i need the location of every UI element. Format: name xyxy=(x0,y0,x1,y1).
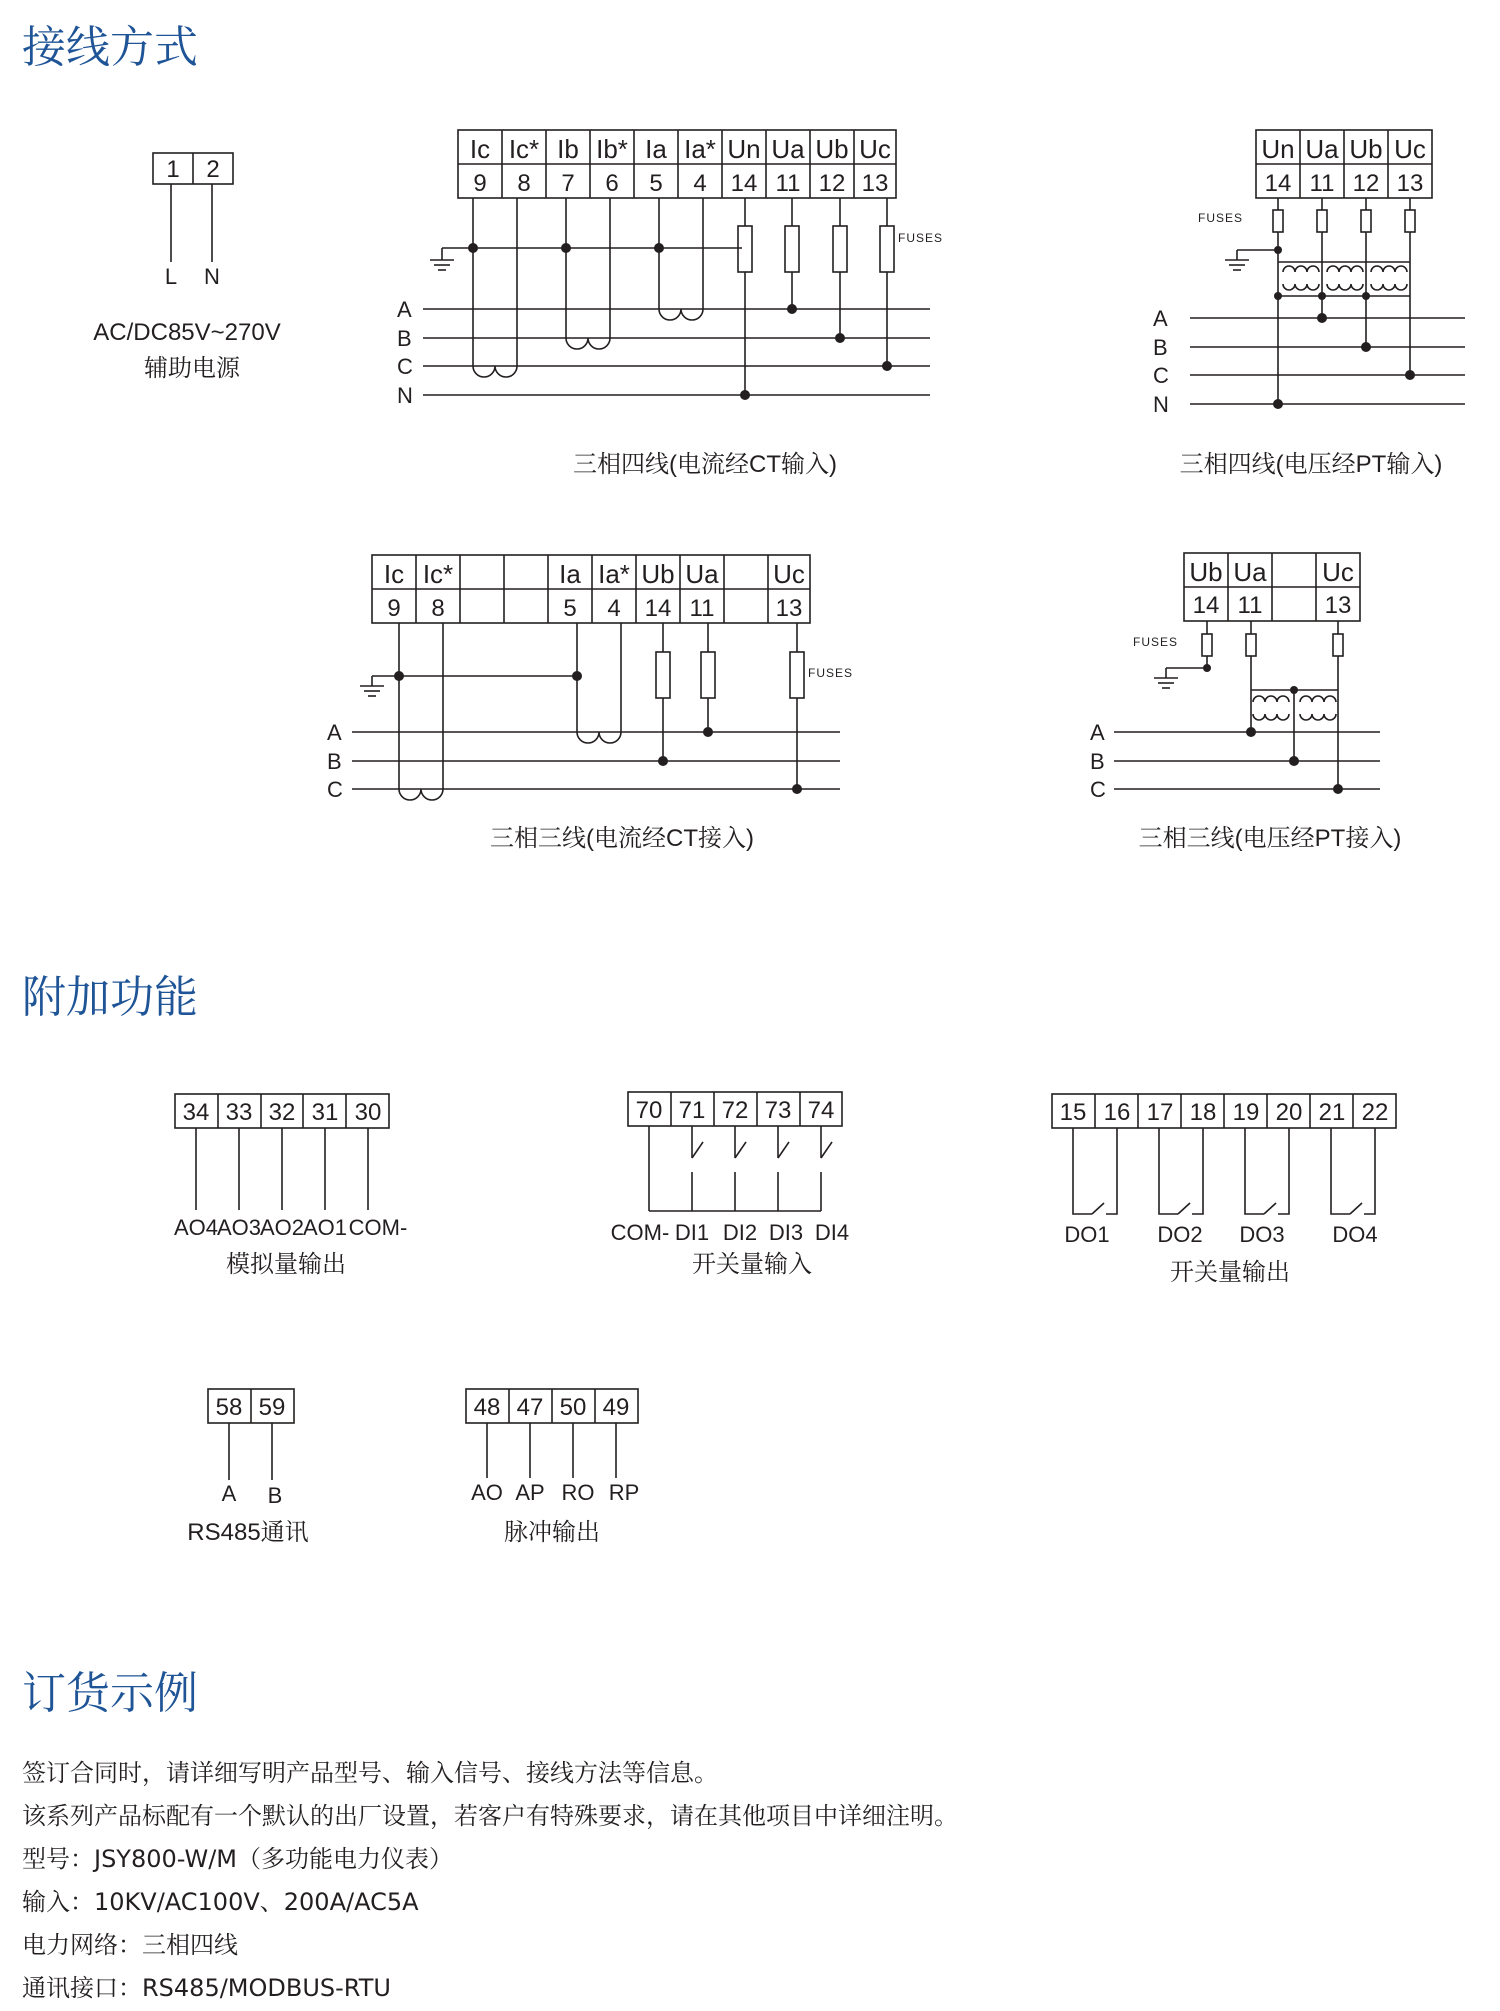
pulse-label: RP xyxy=(608,1480,640,1505)
di-terminal: 71 xyxy=(678,1097,706,1124)
ct3-number: 11 xyxy=(689,595,715,622)
pt4-header: Uc xyxy=(1394,134,1426,164)
order-line: 该系列产品标配有一个默认的出厂设置，若客户有特殊要求，请在其他项目中详细注明。 xyxy=(22,1802,958,1830)
ao-terminal: 33 xyxy=(225,1099,253,1126)
power-supply-diagram xyxy=(153,153,233,262)
pt3-line-c: C xyxy=(1090,777,1106,802)
ct3-number: 8 xyxy=(431,595,445,622)
pulse-labels xyxy=(471,1480,639,1505)
section-title-order: 订货示例 xyxy=(22,1669,198,1718)
pt4-line-c: C xyxy=(1153,363,1169,388)
pulse-label: AO xyxy=(471,1480,503,1505)
di-label: DI4 xyxy=(814,1220,850,1245)
ct4-number: 8 xyxy=(517,170,531,197)
di-caption: 开关量输入 xyxy=(692,1251,812,1278)
ao-labels xyxy=(174,1215,407,1240)
pulse-terminal: 48 xyxy=(473,1394,501,1421)
ct3-number: 4 xyxy=(607,595,621,622)
pulse-label: AP xyxy=(515,1480,545,1505)
di-labels xyxy=(611,1220,849,1245)
pt4-line-b: B xyxy=(1153,335,1168,360)
ct3-header: Ic xyxy=(383,559,405,589)
pt4-fuses-label: FUSES xyxy=(1198,211,1244,225)
ao-terminal: 34 xyxy=(182,1099,210,1126)
di-terminals xyxy=(636,1097,835,1124)
do-label: DO4 xyxy=(1332,1222,1378,1247)
order-example-text xyxy=(22,1752,1462,2010)
ct3-fuses-label: FUSES xyxy=(808,666,854,680)
pt3-header: Uc xyxy=(1322,557,1354,587)
ct4-number: 12 xyxy=(818,170,846,197)
ct4-number: 7 xyxy=(561,170,575,197)
ao-terminal: 31 xyxy=(311,1099,339,1126)
ao-terminals xyxy=(183,1099,382,1126)
ct4-header: Un xyxy=(727,134,761,164)
ao-terminal: 32 xyxy=(268,1099,296,1126)
power-caption-voltage: AC/DC85V~270V xyxy=(93,319,281,346)
power-terminal-2: 2 xyxy=(206,156,220,183)
pt4-number: 12 xyxy=(1352,170,1380,197)
ct-four-wire-diagram xyxy=(423,130,930,395)
ct3-number: 9 xyxy=(387,595,401,622)
ct4-number: 11 xyxy=(775,170,801,197)
pt3-number: 11 xyxy=(1237,592,1263,619)
ct4-header: Ub xyxy=(815,134,849,164)
do-terminal: 17 xyxy=(1146,1099,1174,1126)
ct3-caption: 三相三线(电流经CT接入) xyxy=(490,825,754,852)
di-terminal: 74 xyxy=(807,1097,835,1124)
ct4-line-a: A xyxy=(397,297,412,322)
di-label: DI1 xyxy=(674,1220,710,1245)
ct3-number: 14 xyxy=(644,595,672,622)
ct3-number: 13 xyxy=(775,595,803,622)
ct3-header: Ia xyxy=(559,559,581,589)
ct4-header: Uc xyxy=(859,134,891,164)
junction-dots xyxy=(394,243,1415,794)
ct4-header: Ib* xyxy=(596,134,628,164)
pt3-caption: 三相三线(电压经PT接入) xyxy=(1138,825,1402,852)
rs485-label-b: B xyxy=(267,1483,283,1508)
pt4-caption: 三相四线(电压经PT输入) xyxy=(1179,451,1443,478)
ct4-caption: 三相四线(电流经CT输入) xyxy=(573,451,837,478)
power-wire-n: N xyxy=(204,264,220,289)
ct3-header: Ua xyxy=(685,559,719,589)
ct-three-wire-diagram xyxy=(352,555,840,800)
do-terminal: 22 xyxy=(1361,1099,1389,1126)
do-label: DO1 xyxy=(1064,1222,1110,1247)
ct4-header: Ic xyxy=(469,134,491,164)
pulse-terminal: 47 xyxy=(516,1394,544,1421)
ao-label: AO3 xyxy=(216,1215,262,1240)
rs485-caption: RS485通讯 xyxy=(187,1519,309,1546)
ct4-line-n: N xyxy=(397,383,413,408)
ct4-header: Ib xyxy=(557,134,579,164)
rs485-terminal-58: 58 xyxy=(215,1394,243,1421)
ct4-number: 6 xyxy=(605,170,619,197)
ct3-line-a: A xyxy=(327,720,342,745)
di-terminal: 73 xyxy=(764,1097,792,1124)
do-terminal: 15 xyxy=(1059,1099,1087,1126)
ct4-headers xyxy=(470,134,891,164)
pt4-number: 11 xyxy=(1309,170,1335,197)
ct4-header: Ua xyxy=(771,134,805,164)
pt3-line-b: B xyxy=(1090,749,1105,774)
rs485-label-a: A xyxy=(221,1481,237,1506)
ct4-number: 14 xyxy=(730,170,758,197)
power-wire-l: L xyxy=(164,264,178,289)
pt-three-wire-diagram xyxy=(1114,553,1380,789)
ct4-number: 4 xyxy=(693,170,707,197)
ct3-line-c: C xyxy=(327,777,343,802)
do-labels xyxy=(1064,1222,1377,1247)
ct4-numbers xyxy=(473,170,888,197)
pt4-number: 14 xyxy=(1264,170,1292,197)
ct3-header: Uc xyxy=(773,559,805,589)
order-line: 通讯接口：RS485/MODBUS-RTU xyxy=(22,1974,391,2002)
ao-label: AO2 xyxy=(259,1215,305,1240)
ct3-number: 5 xyxy=(563,595,577,622)
pulse-terminal: 49 xyxy=(602,1394,630,1421)
do-terminal: 16 xyxy=(1103,1099,1131,1126)
pt3-header: Ua xyxy=(1233,557,1267,587)
order-line: 签订合同时，请详细写明产品型号、输入信号、接线方法等信息。 xyxy=(22,1759,718,1787)
pulse-label: RO xyxy=(561,1480,595,1505)
pt4-line-n: N xyxy=(1153,392,1169,417)
ct4-number: 5 xyxy=(649,170,663,197)
ao-label: AO1 xyxy=(302,1215,348,1240)
do-terminal: 18 xyxy=(1189,1099,1217,1126)
ao-label: COM- xyxy=(348,1215,408,1240)
do-terminal: 19 xyxy=(1232,1099,1260,1126)
di-label: DI3 xyxy=(768,1220,804,1245)
di-label: DI2 xyxy=(722,1220,758,1245)
ct4-fuses-label: FUSES xyxy=(898,231,944,245)
ct4-header: Ia* xyxy=(684,134,716,164)
order-line: 输入：10KV/AC100V、200A/AC5A xyxy=(22,1888,419,1916)
do-terminal: 21 xyxy=(1318,1099,1346,1126)
order-line: 型号：JSY800-W/M（多功能电力仪表） xyxy=(22,1845,453,1873)
power-terminal-1: 1 xyxy=(166,156,180,183)
ao-label: AO4 xyxy=(173,1215,219,1240)
di-terminal: 72 xyxy=(721,1097,749,1124)
do-label: DO2 xyxy=(1157,1222,1203,1247)
ct3-header: Ub xyxy=(641,559,675,589)
pt3-number: 14 xyxy=(1192,592,1220,619)
di-terminal: 70 xyxy=(635,1097,663,1124)
pt4-header: Un xyxy=(1261,134,1295,164)
ct4-line-b: B xyxy=(397,326,412,351)
ct3-header: Ic* xyxy=(422,559,454,589)
do-terminal: 20 xyxy=(1275,1099,1303,1126)
pulse-terminal: 50 xyxy=(559,1394,587,1421)
ct3-headers xyxy=(384,559,805,589)
rs485-terminal-59: 59 xyxy=(258,1394,286,1421)
ct4-header: Ic* xyxy=(508,134,540,164)
pt4-header: Ub xyxy=(1349,134,1383,164)
pt4-header: Ua xyxy=(1305,134,1339,164)
order-line: 电力网络：三相四线 xyxy=(22,1931,238,1959)
ao-terminal: 30 xyxy=(354,1099,382,1126)
do-caption: 开关量输出 xyxy=(1170,1259,1290,1286)
di-label: COM- xyxy=(610,1220,670,1245)
ao-caption: 模拟量输出 xyxy=(226,1251,346,1278)
pt3-number: 13 xyxy=(1324,592,1352,619)
section-title-extra: 附加功能 xyxy=(22,973,198,1022)
ct4-line-c: C xyxy=(397,354,413,379)
power-caption-label: 辅助电源 xyxy=(144,355,240,382)
ct4-number: 9 xyxy=(473,170,487,197)
pt4-number: 13 xyxy=(1396,170,1424,197)
ct4-header: Ia xyxy=(645,134,667,164)
pt3-line-a: A xyxy=(1090,720,1105,745)
section-title-wiring: 接线方式 xyxy=(22,23,198,72)
pt3-header: Ub xyxy=(1189,557,1223,587)
ct4-number: 13 xyxy=(861,170,889,197)
do-label: DO3 xyxy=(1239,1222,1285,1247)
pulse-caption: 脉冲输出 xyxy=(504,1519,600,1546)
pt3-fuses-label: FUSES xyxy=(1133,635,1179,649)
ct3-header: Ia* xyxy=(598,559,630,589)
pt4-line-a: A xyxy=(1153,306,1168,331)
ct3-line-b: B xyxy=(327,749,342,774)
ct3-numbers xyxy=(387,595,802,622)
